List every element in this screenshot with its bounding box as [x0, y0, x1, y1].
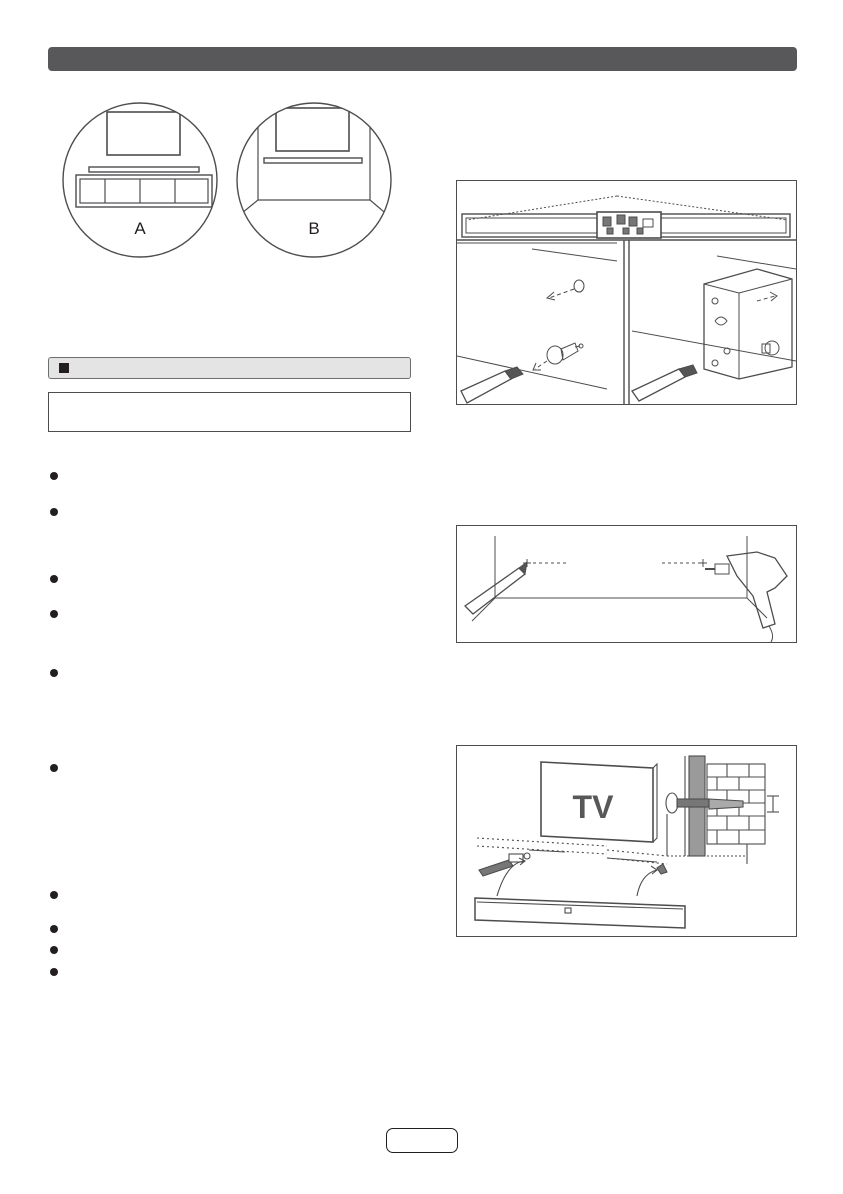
tv-label: TV: [572, 789, 614, 825]
drilling-diagram: [457, 526, 796, 642]
bracket-diagram: [457, 181, 796, 404]
tv-mount-diagram: [457, 746, 796, 936]
bullet-icon: [50, 946, 58, 954]
section-square-icon: [59, 363, 69, 373]
bullet-icon: [50, 472, 58, 480]
bullet-icon: [50, 575, 58, 583]
bullet-icon: [50, 669, 58, 677]
page-number-box: [386, 1128, 458, 1153]
placement-option-a: [60, 99, 220, 257]
bullet-icon: [50, 925, 58, 933]
bullet-icon: [50, 891, 58, 899]
drilling-figure: [456, 525, 797, 643]
bracket-figure: [456, 180, 797, 405]
option-b-label: B: [308, 219, 320, 238]
placement-option-b: [237, 102, 391, 257]
bullet-icon: [50, 610, 58, 618]
option-a-label: A: [134, 219, 146, 238]
placement-illustrations: [60, 92, 400, 272]
tv-mount-figure: [456, 745, 797, 937]
note-box: [48, 392, 411, 432]
bullet-icon: [50, 764, 58, 772]
header-bar: [48, 47, 797, 71]
wall-mount-section-bar: [48, 357, 411, 379]
bullet-icon: [50, 508, 58, 516]
bullet-icon: [50, 968, 58, 976]
